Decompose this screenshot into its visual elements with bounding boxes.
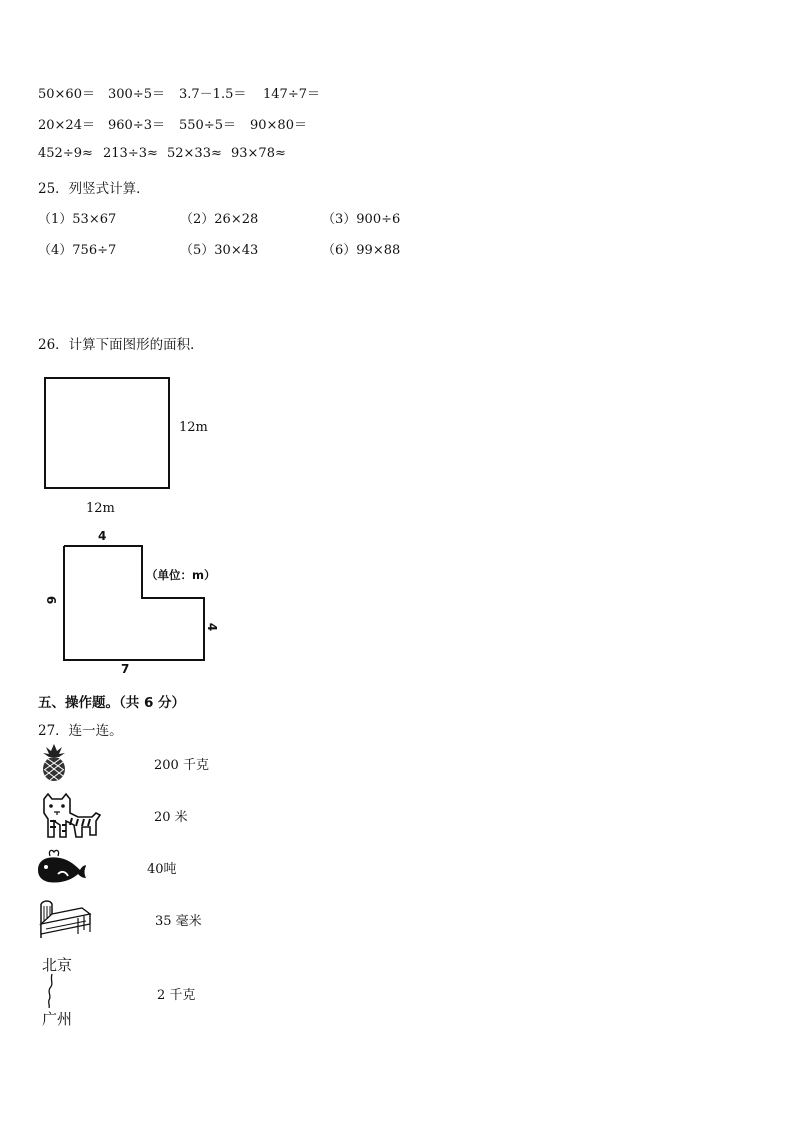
section-5-title: 五、操作题。（共 6 分） xyxy=(38,695,186,711)
bed-icon xyxy=(38,896,94,940)
vertical-calc-item: （6）99×88 xyxy=(322,243,401,258)
match-label: 35 毫米 xyxy=(155,914,202,929)
map-label-beijing: 北京 xyxy=(42,956,73,974)
match-label: 200 千克 xyxy=(154,758,209,773)
calc-item: 300÷5＝ xyxy=(108,87,165,102)
vertical-calc-item: （2）26×28 xyxy=(180,212,259,227)
calc-item: 452÷9≈ xyxy=(38,146,93,161)
calc-item: 213÷3≈ xyxy=(103,146,158,161)
calc-item: 50×60＝ xyxy=(38,87,95,102)
l-shape-unit-label: （单位：m） xyxy=(146,568,216,582)
l-shape-top-label: 4 xyxy=(98,529,107,543)
vertical-calc-item: （3）900÷6 xyxy=(322,212,401,227)
vertical-calc-item: （1）53×67 xyxy=(38,212,117,227)
tiger-icon xyxy=(38,791,104,841)
calc-item: 147÷7＝ xyxy=(263,87,320,102)
calc-item: 3.7－1.5＝ xyxy=(179,87,247,102)
square-bottom-label: 12m xyxy=(86,501,115,516)
whale-icon xyxy=(36,846,88,886)
match-label: 20 米 xyxy=(154,810,188,825)
calc-item: 20×24＝ xyxy=(38,118,95,133)
pineapple-icon xyxy=(34,742,74,782)
l-shape-left-label: 6 xyxy=(44,595,59,605)
map-icon xyxy=(40,954,90,1028)
l-shape-bottom-label: 7 xyxy=(121,662,130,676)
vertical-calc-item: （4）756÷7 xyxy=(38,243,117,258)
calc-item: 960÷3＝ xyxy=(108,118,165,133)
square-figure xyxy=(44,377,170,489)
map-label-guangzhou: 广州 xyxy=(42,1010,73,1028)
question-25-title: 25．列竖式计算． xyxy=(38,181,150,197)
vertical-calc-item: （5）30×43 xyxy=(180,243,259,258)
question-26-title: 26．计算下面图形的面积． xyxy=(38,337,204,353)
match-label: 2 千克 xyxy=(157,988,196,1003)
calc-item: 52×33≈ xyxy=(167,146,222,161)
calc-item: 90×80＝ xyxy=(250,118,307,133)
calc-item: 93×78≈ xyxy=(231,146,286,161)
l-shape-figure xyxy=(30,526,240,682)
question-27-title: 27．连一连。 xyxy=(38,723,123,739)
square-side-label: 12m xyxy=(179,420,208,435)
l-shape-right-label: 4 xyxy=(205,622,220,632)
calc-item: 550÷5＝ xyxy=(179,118,236,133)
match-label: 40吨 xyxy=(147,862,177,877)
